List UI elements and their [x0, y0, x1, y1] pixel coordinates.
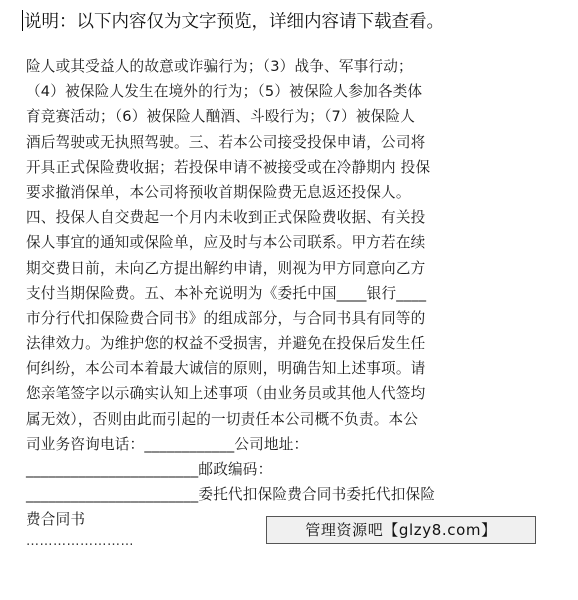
body-line: （4）被保险人发生在境外的行为；（5）被保险人参加各类体 — [26, 83, 423, 101]
body-line: 支付当期保险费。五、本补充说明为《委托中国____银行____ — [26, 284, 427, 302]
ellipsis-dots: …………………… — [26, 534, 134, 549]
preview-notice-text: 说明：以下内容仅为文字预览，详细内容请下载查看。 — [24, 12, 444, 32]
body-line: 司业务咨询电话：____________公司地址： — [26, 435, 309, 453]
body-line: 险人或其受益人的故意或诈骗行为；（3）战争、军事行动； — [26, 58, 413, 75]
body-line: 市分行代扣保险费合同书》的组成部分，与合同书具有同等的 — [26, 309, 426, 327]
text-cursor — [22, 10, 23, 31]
watermark-badge: 管理资源吧【glzy8.com】 — [266, 516, 536, 544]
body-line: 费合同书 — [26, 511, 86, 529]
body-line: 何纠纷，本公司本着最大诚信的原则，明确告知上述事项。请 — [26, 360, 426, 378]
body-line: 四、投保人自交费起一个月内未收到正式保险费收据、有关投 — [26, 209, 426, 227]
preview-notice — [22, 10, 572, 34]
body-line: 要求撤消保单，本公司将预收首期保险费无息返还投保人。 — [26, 183, 411, 201]
body-line: 您亲笔签字以示确实认知上述事项（由业务员或其他人代签均 — [26, 385, 426, 403]
body-line: 期交费日前，未向乙方提出解约申请，则视为甲方同意向乙方 — [26, 259, 426, 277]
body-line: _______________________委托代扣保险费合同书委托代扣保险 — [26, 486, 436, 504]
body-line: 属无效），否则由此而引起的一切责任本公司概不负责。本公 — [26, 410, 419, 428]
body-line: 酒后驾驶或无执照驾驶。三、若本公司接受投保申请，公司将 — [26, 133, 426, 151]
document-body — [26, 54, 550, 533]
body-line: 开具正式保险费收据；若投保申请不被接受或在冷静期内 投保 — [26, 158, 431, 176]
body-line: 保人事宜的通知或保险单，应及时与本公司联系。甲方若在续 — [26, 234, 426, 252]
body-line: 法律效力。为维护您的权益不受损害，并避免在投保后发生任 — [26, 335, 426, 353]
body-line: _______________________邮政编码： — [26, 461, 273, 478]
body-line: 育竞赛活动；（6）被保险人酗酒、斗殴行为；（7）被保险人 — [26, 108, 416, 126]
